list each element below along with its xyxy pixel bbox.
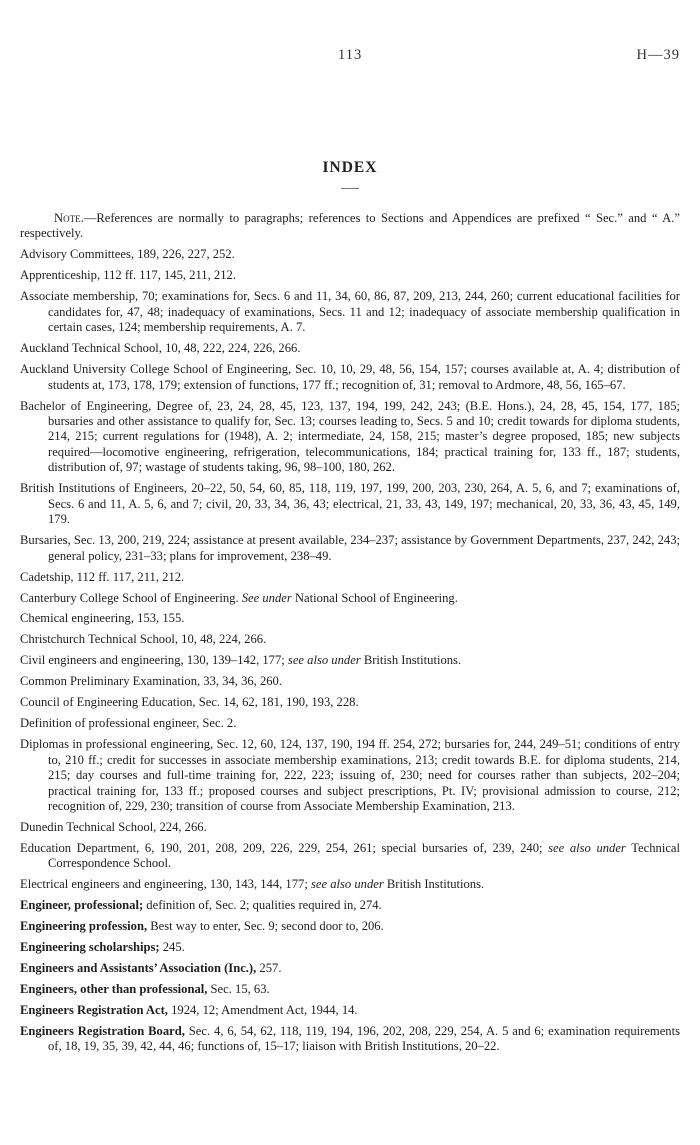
index-entry [20, 737, 680, 814]
title-divider [341, 188, 359, 189]
entry-references: 33, 34, 36, 260. [200, 674, 282, 689]
index-entry [20, 695, 680, 710]
entry-heading: Engineers Registration Act, [20, 1003, 168, 1018]
entry-references: Degree of, 23, 24, 28, 45, 123, 137, 194, 199, 242, 243; (B.E. Hons.), 24, 28, 45, 154, 177, 185; bursaries and other assistance to qualify for, Sec. 13; courses leading to, Secs. 5 and 10; credit towards for diploma students, 214, 215; current regulations for (1948), A. 2; intermediate, 24, 158, 215; master’s degree proposed, 185; new subjects required—locomotive engineering, refrigeration, telecommunications, 184; practical training for, 133 ff., 187; students, distribution of, 97; wastage of students taking, 96, 98–100, 180, 262. [48, 398, 680, 475]
index-entry [20, 591, 680, 606]
entry-heading: Apprenticeship, [20, 268, 101, 283]
entry-heading: Engineer, professional; [20, 898, 144, 913]
entry-references: 112 ff. 117, 211, 212. [73, 569, 185, 584]
index-entry [20, 674, 680, 689]
entry-references: 245. [159, 940, 185, 955]
entry-heading: Chemical engineering, [20, 611, 135, 626]
entry-references: 153, 155. [134, 611, 185, 626]
cross-reference: see also under [284, 653, 361, 668]
page-title: INDEX [322, 159, 378, 176]
entry-heading: Advisory Committees, [20, 247, 135, 262]
entry-references: Sec. 13, 200, 219, 224; assistance at present available, 234–237; assistance by Government Departments, 237, 242, 243; general policy, 231–33; plans for improvement, 238–49. [48, 533, 680, 563]
entry-heading: Associate membership, [20, 289, 139, 304]
entry-heading: Engineers Registration Board, [20, 1023, 185, 1038]
entry-heading: Civil engineers and engineering, [20, 653, 184, 668]
entry-references: 257. [256, 961, 282, 976]
entry-references: 10, 48, 222, 224, 226, 266. [161, 341, 301, 356]
index-entry [20, 611, 680, 626]
index-entry [20, 1003, 680, 1018]
entry-heading: Christchurch Technical School, [20, 632, 179, 647]
document-reference: H—39 [636, 47, 680, 63]
entry-references: National School of Engineering. [291, 590, 458, 605]
entry-references: 130, 139–142, 177; [183, 653, 285, 668]
index-entry [20, 533, 680, 564]
index-entry [20, 898, 680, 913]
entry-heading: Engineering profession, [20, 919, 148, 934]
entry-heading: Electrical engineers and engineering, [20, 877, 207, 892]
entry-heading: Engineers and Assistants’ Association (Inc.), [20, 961, 257, 976]
index-entry [20, 961, 680, 976]
entry-heading: Auckland Technical School, [20, 341, 162, 356]
entry-references: 6, 190, 201, 208, 209, 226, 229, 254, 261; special bursaries of, 239, 240; [139, 840, 543, 855]
entry-references-cont: British Institutions. [360, 653, 462, 668]
entry-heading: Definition of professional engineer, [20, 716, 200, 731]
note-label: Note. [54, 211, 84, 225]
entry-references: 112 ff. 117, 145, 211, 212. [100, 268, 236, 283]
entry-references: Sec. 10, 10, 29, 48, 56, 154, 157; courses available at, A. 4; distribution of students at, 173, 178, 179; extension of functions, 177 ff.; recognition of, 31; removal to Ardmore, 48, 56, 165–67. [48, 362, 681, 392]
entry-heading: Bursaries, [20, 533, 71, 548]
index-entry [20, 940, 680, 955]
entry-heading: Education Department, [20, 840, 140, 855]
entry-heading: Council of Engineering Education, [20, 695, 196, 710]
index-entry [20, 341, 680, 356]
entry-references: Sec. 15, 63. [207, 982, 270, 997]
entry-heading: Diplomas in professional engineering, [20, 737, 214, 752]
entry-heading: Engineering scholarships; [20, 940, 160, 955]
entry-references: Best way to enter, Sec. 9; second door to, 206. [147, 919, 384, 934]
page-header [0, 47, 700, 67]
entry-references: 70; examinations for, Secs. 6 and 11, 34, 60, 86, 87, 209, 213, 244, 260; current educational facilities for candidates for, 47, 48; inadequacy of examinations, Secs. 11 and 12; inadequacy of associate membership qualification in certain cases, 124; membership requirements, A. 7. [48, 289, 681, 335]
entry-references: Sec. 2. [199, 716, 237, 731]
index-entry [20, 653, 680, 668]
cross-reference: see also under [307, 877, 384, 892]
page-number: 113 [338, 47, 363, 63]
cross-reference: see also under [542, 840, 626, 855]
index-entry [20, 841, 680, 872]
index-entry [20, 820, 680, 835]
entry-references: 20–22, 50, 54, 60, 85, 118, 119, 197, 199, 200, 203, 230, 264, A. 5, 6, and 7; examinations of, Secs. 6 and 11, A. 5, 6, and 7; civil, 20, 33, 34, 36, 43; electrical, 21, 33, 43, 149, 197; mechanical, 20, 33, 36, 43, 45, 149, 179. [48, 481, 680, 527]
index-entry [20, 247, 680, 262]
entry-heading: Auckland University College School of Engineering, [20, 362, 292, 377]
entry-heading: Engineers, other than professional, [20, 982, 208, 997]
index-entry [20, 268, 680, 283]
index-entry [20, 481, 680, 527]
index-entry [20, 399, 680, 476]
index-entry [20, 716, 680, 731]
cross-reference: See under [238, 590, 292, 605]
index-entry [20, 919, 680, 934]
entry-references: 189, 226, 227, 252. [134, 247, 235, 262]
entry-references: Sec. 4, 6, 54, 62, 118, 119, 194, 196, 202, 208, 229, 254, A. 5 and 6; examination requirements of, 18, 19, 35, 39, 42, 44, 46; functions of, 15–17; liaison with British Institutions, 20–22. [48, 1023, 680, 1054]
index-entry [20, 877, 680, 892]
index-entry [20, 632, 680, 647]
entry-heading: Dunedin Technical School, [20, 819, 157, 834]
entry-heading: Bachelor of Engineering, [20, 398, 152, 413]
entry-references: 130, 143, 144, 177; [206, 877, 308, 892]
entry-references: 224, 266. [156, 819, 207, 834]
entry-references: 10, 48, 224, 266. [178, 632, 267, 647]
index-body [20, 211, 680, 1060]
entry-heading: British Institutions of Engineers, [20, 481, 188, 496]
entry-references: 1924, 12; Amendment Act, 1944, 14. [167, 1003, 358, 1018]
entry-references: Sec. 14, 62, 181, 190, 193, 228. [195, 695, 359, 710]
entry-references-cont: British Institutions. [383, 877, 485, 892]
entry-heading: Canterbury College School of Engineering. [20, 590, 239, 605]
note-text: —References are normally to paragraphs; references to Sections and Appendices are prefixed “ Sec.” and “ A.” respectively. [20, 211, 680, 241]
index-entry [20, 1024, 680, 1055]
index-entry [20, 570, 680, 585]
entry-heading: Cadetship, [20, 569, 74, 584]
index-entry [20, 982, 680, 997]
index-entry [20, 289, 680, 335]
entry-references: definition of, Sec. 2; qualities required in, 274. [143, 898, 382, 913]
entry-references-cont: Technical Correspondence School. [48, 840, 680, 871]
index-entry [20, 362, 680, 393]
index-note [20, 211, 680, 242]
entry-heading: Common Preliminary Examination, [20, 674, 201, 689]
entry-references: Sec. 12, 60, 124, 137, 190, 194 ff. 254, 272; bursaries for, 244, 249–51; conditions of entry to, 210 ff.; credit for successes in associate membership examinations, 213; credit towards B.E. for diploma students, 214, 215; day courses and full-time training for, 222, 223; issuing of, 230; need for courses rather than subjects, 202–204; practical training for, 133 ff.; proposed courses and subject prescriptions, Pt. IV; provisional admission to course, 212; recognition of, 229, 230; transition of course from Associate Membership Examination, 213. [48, 737, 680, 813]
